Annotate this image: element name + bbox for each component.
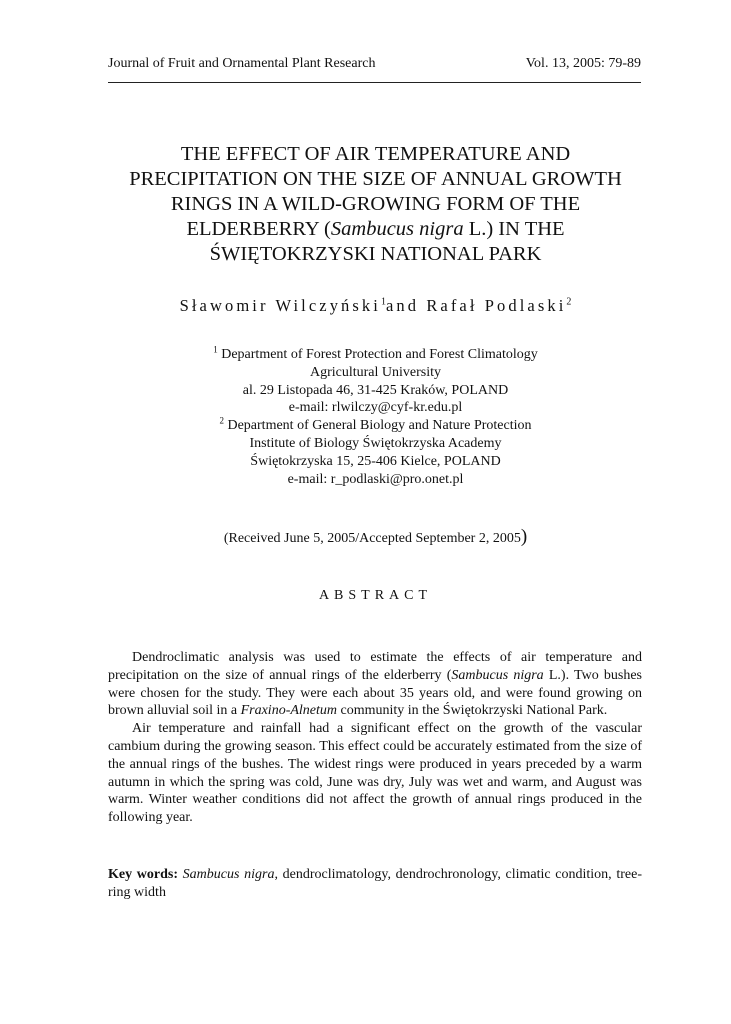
affiliation-line: al. 29 Listopada 46, 31-425 Kraków, POLAND [242, 382, 509, 398]
abstract-paragraph-1 [108, 649, 642, 720]
abstract-text: community in the Świętokrzyski National Park. [337, 703, 608, 719]
title-line-4 [90, 217, 661, 242]
header-rule [108, 82, 641, 83]
title-species-name: Sambucus nigra [330, 218, 464, 240]
journal-name: Journal of Fruit and Ornamental Plant Research [108, 56, 376, 71]
affiliation-text: Department of Forest Protection and Forest Climatology [221, 347, 538, 362]
author-1-affiliation-mark: 1 [380, 296, 386, 308]
keywords-list: , dendroclimatology, dendrochronology, climatic condition, tree-ring width [108, 867, 642, 900]
abstract-paragraph-2: Air temperature and rainfall had a significant effect on the growth of the vascular cambium during the growing season. This effect could be accurately estimated from the size of the annual rings of the bushes. The widest rings were produced in years preceded by a warm autumn in which the spring was cold, June was dry, July was wet and warm, and August was warm. Winter weather conditions did not affect the growth of annual rings produced in the following year. [108, 721, 642, 826]
keywords [108, 866, 642, 902]
species-name: Sambucus nigra [451, 667, 544, 683]
abstract-body [108, 649, 642, 827]
affiliation-line: Institute of Biology Świętokrzyska Academy [249, 435, 502, 451]
volume-info: Vol. 13, 2005: 79-89 [525, 56, 641, 71]
affiliation-mark: 1 [213, 344, 218, 355]
abstract-heading: ABSTRACT [318, 588, 433, 603]
keyword-species: Sambucus nigra [182, 867, 275, 882]
author-connector: and [385, 296, 420, 315]
title-line-2: PRECIPITATION ON THE SIZE OF ANNUAL GROWTH [129, 168, 622, 190]
affiliation-line: Agricultural University [309, 364, 442, 380]
affiliation-line: Świętokrzyska 15, 25-406 Kielce, POLAND [250, 453, 501, 469]
affiliation-text: Department of General Biology and Nature Protection [227, 418, 532, 434]
author-2-affiliation-mark: 2 [566, 296, 572, 308]
affiliations [90, 346, 661, 488]
author-2: Rafał Podlaski [426, 296, 567, 315]
keywords-label: Key words: [108, 867, 178, 882]
affiliation-line [90, 417, 661, 435]
received-text: (Received June 5, 2005/Accepted September 2, 2005 [223, 531, 521, 546]
affiliation-mark: 2 [219, 415, 224, 426]
affiliation-email: e-mail: r_podlaski@pro.onet.pl [287, 471, 464, 487]
affiliation-line [90, 346, 661, 364]
title-line-4-post: L.) IN THE [463, 218, 565, 240]
title-line-5: ŚWIĘTOKRZYSKI NATIONAL PARK [209, 243, 542, 265]
abstract-text: Dendroclimatic analysis was used to estimate the effects of air temperature and precipitation on the size of annual rings of the elderberry ( [108, 650, 642, 683]
received-close-paren: ) [520, 526, 528, 547]
community-name: Fraxino-Alnetum [240, 703, 338, 719]
abstract-text: L.). Two bushes were chosen for the study. They were each about 35 years old, and were found growing on brown alluvial soil in a [108, 667, 642, 719]
author-line [90, 296, 661, 316]
affiliation-email: e-mail: rlwilczy@cyf-kr.edu.pl [288, 400, 463, 416]
received-dates [90, 526, 661, 548]
title-line-3: RINGS IN A WILD-GROWING FORM OF THE [170, 193, 581, 215]
title-line-1: THE EFFECT OF AIR TEMPERATURE AND [180, 143, 571, 165]
title-line-4-pre: ELDERBERRY ( [186, 218, 331, 240]
paper-title [90, 142, 661, 267]
author-1: Sławomir Wilczyński [179, 296, 381, 315]
